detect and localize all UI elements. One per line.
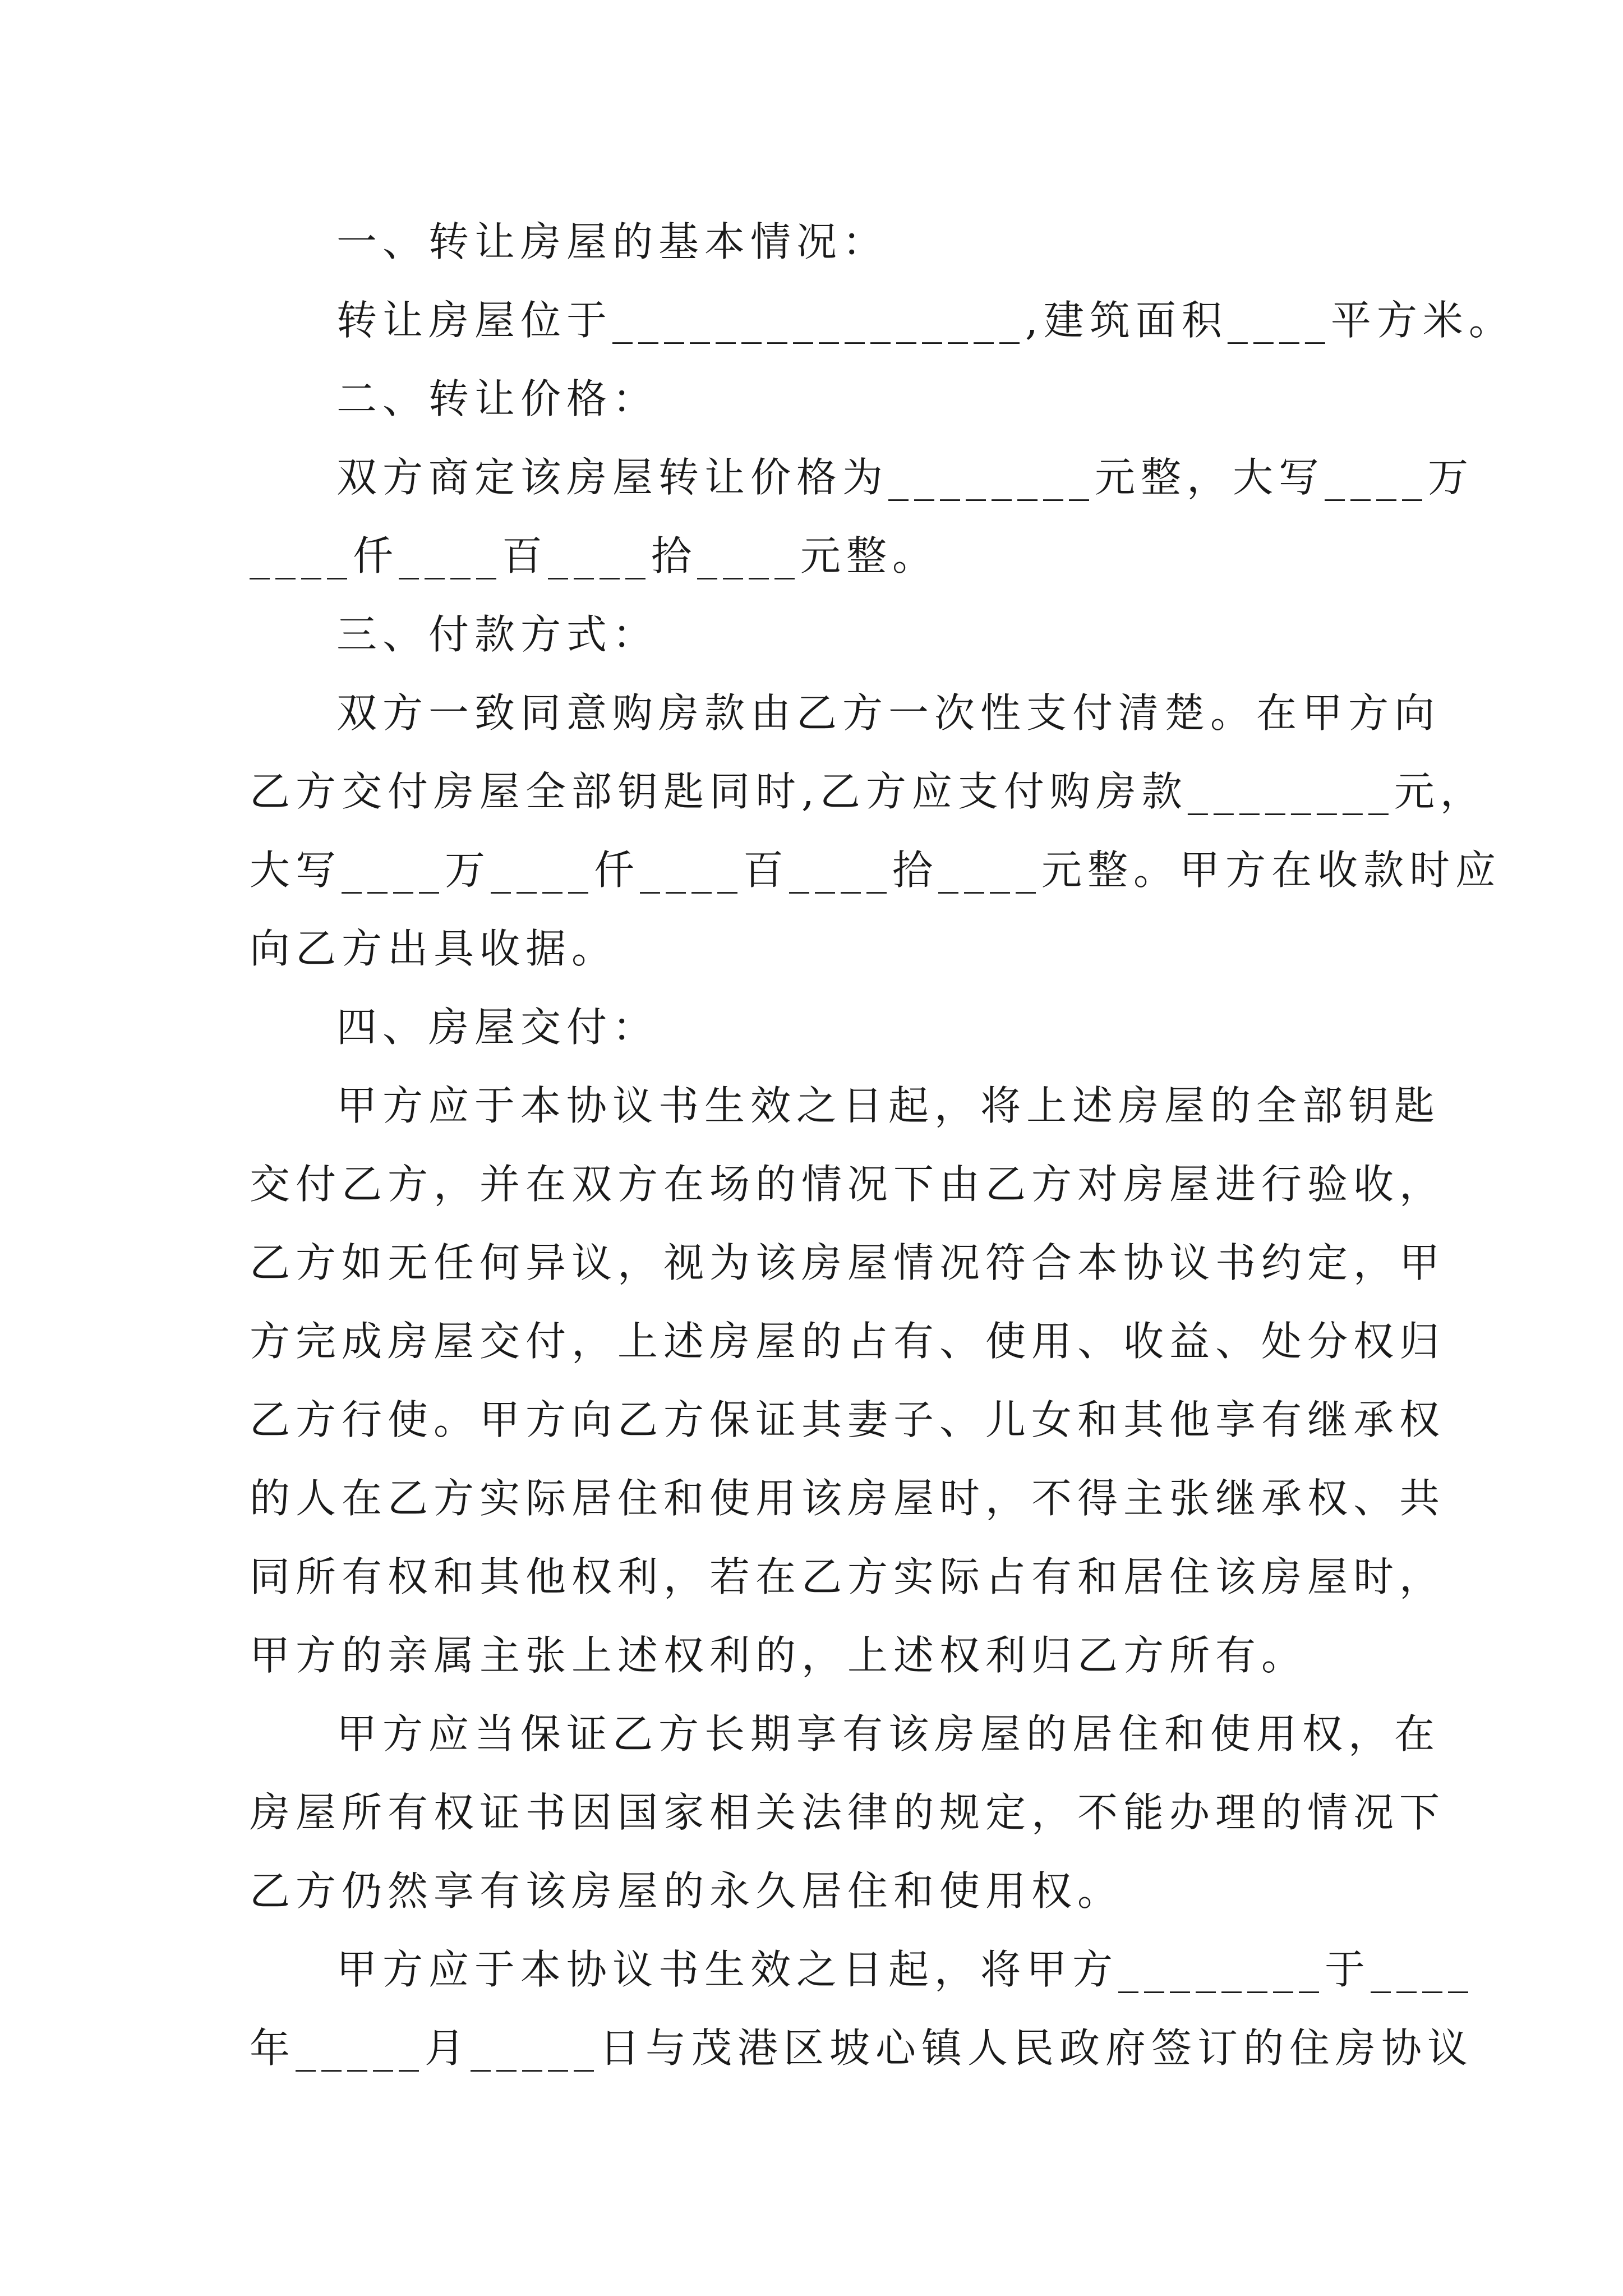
section-heading-payment: 三、付款方式： (336, 611, 659, 658)
paragraph-line: 的人在乙方实际居住和使用该房屋时，不得主张继承权、共 (250, 1475, 1446, 1522)
section-heading-price: 二、转让价格： (336, 375, 659, 422)
paragraph-line: 乙方仍然享有该房屋的永久居住和使用权。 (250, 1867, 1124, 1915)
paragraph-line: 甲方应于本协议书生效之日起，将甲方________于____ (336, 1946, 1474, 1993)
paragraph-line: 乙方行使。甲方向乙方保证其妻子、儿女和其他享有继承权 (250, 1396, 1446, 1443)
paragraph-line: 双方商定该房屋转让价格为________元整，大写____万 (336, 454, 1474, 501)
paragraph-line: 乙方交付房屋全部钥匙同时,乙方应支付购房款________元， (250, 768, 1486, 815)
paragraph-line: 年_____月_____日与茂港区坡心镇人民政府签订的住房协议 (250, 2024, 1474, 2072)
paragraph-line: 同所有权和其他权利，若在乙方实际占有和居住该房屋时， (250, 1553, 1446, 1600)
paragraph-line: 大写____万____仟____百____拾____元整。甲方在收款时应 (250, 846, 1502, 894)
paragraph-line: 乙方如无任何异议，视为该房屋情况符合本协议书约定，甲 (250, 1239, 1446, 1286)
paragraph-line: 房屋所有权证书因国家相关法律的规定，不能办理的情况下 (250, 1789, 1446, 1836)
paragraph-line: 甲方应当保证乙方长期享有该房屋的居住和使用权，在 (336, 1710, 1441, 1757)
paragraph-line: 甲方的亲属主张上述权利的，上述权利归乙方所有。 (250, 1632, 1308, 1679)
paragraph-line: ____仟____百____拾____元整。 (250, 532, 939, 579)
section-heading-delivery: 四、房屋交付： (336, 1004, 659, 1051)
paragraph-line: 甲方应于本协议书生效之日起，将上述房屋的全部钥匙 (336, 1082, 1441, 1129)
paragraph-line: 方完成房屋交付，上述房屋的占有、使用、收益、处分权归 (250, 1318, 1446, 1365)
section-heading-basic-info: 一、转让房屋的基本情况： (336, 218, 889, 265)
paragraph-line: 双方一致同意购房款由乙方一次性支付清楚。在甲方向 (336, 689, 1441, 737)
paragraph-line: 交付乙方，并在双方在场的情况下由乙方对房屋进行验收， (250, 1161, 1446, 1208)
paragraph-line: 向乙方出具收据。 (250, 925, 618, 972)
paragraph-line: 转让房屋位于________________,建筑面积____平方米。 (336, 297, 1515, 344)
